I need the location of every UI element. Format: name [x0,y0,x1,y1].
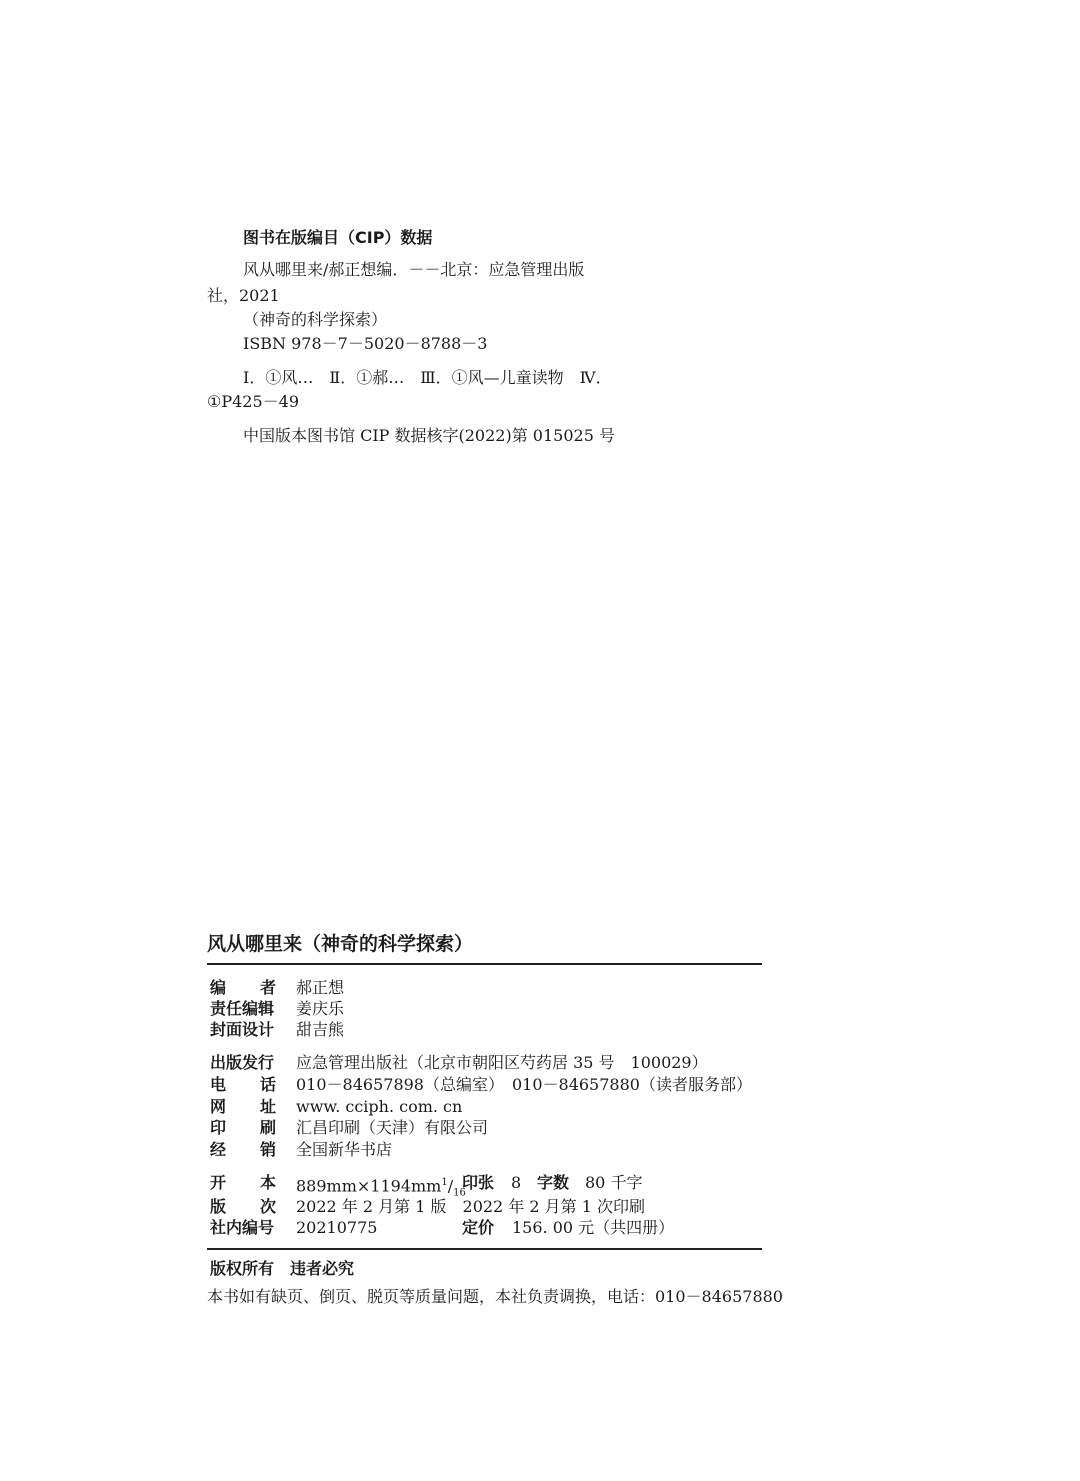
cip-classification-cont: ①P425－49 [207,392,300,411]
publisher-value: 应急管理出版社（北京市朝阳区芍药居 35 号 100029） [296,1053,708,1072]
printer-value: 汇昌印刷（天津）有限公司 [296,1118,489,1137]
copyright-notice: 版权所有 违者必究 [210,1259,355,1278]
sheets-label: 印张 [462,1173,495,1192]
distributor-value: 全国新华书店 [296,1140,393,1159]
editor-value: 郝正想 [296,978,345,997]
internal-number-value: 20210775 [296,1218,378,1237]
internal-number-label: 社内编号 [210,1218,275,1237]
sheets-value: 8 [511,1173,522,1192]
cip-line-1: 风从哪里来/郝正想编．－－北京：应急管理出版 [243,260,585,279]
website-label: 网 址 [210,1097,276,1116]
edition-value: 2022 年 2 月第 1 版 2022 年 2 月第 1 次印刷 [296,1197,646,1216]
publisher-label: 出版发行 [210,1053,275,1072]
cip-classification: Ⅰ．①风… Ⅱ．①郝… Ⅲ．①风—儿童读物 Ⅳ． [243,368,612,387]
quality-notice: 本书如有缺页、倒页、脱页等质量问题，本社负责调换，电话：010－84657880 [207,1287,783,1306]
website-value: www. cciph. com. cn [296,1097,463,1116]
book-title: 风从哪里来（神奇的科学探索） [207,933,474,955]
bottom-rule [207,1248,762,1250]
phone-value: 010－84657898（总编室） 010－84657880（读者服务部） [296,1075,752,1094]
printer-label: 印 刷 [210,1118,276,1137]
format-label: 开 本 [210,1173,276,1192]
cip-line-2: 社，2021 [207,286,280,305]
format-value: $889mm\times 1194mm^1/_{16}$ [296,1176,466,1199]
top-rule [207,963,762,965]
phone-label: 电 话 [210,1075,276,1094]
cover-design-value: 甜吉熊 [296,1020,345,1039]
responsible-editor-label: 责任编辑 [210,999,275,1018]
responsible-editor-value: 姜庆乐 [296,999,345,1018]
cip-heading: 图书在版编目（CIP）数据 [243,228,433,247]
price-value: 156. 00 元（共四册） [512,1218,675,1237]
words-label: 字数 [537,1173,570,1192]
cip-isbn: ISBN 978－7－5020－8788－3 [243,334,488,353]
edition-label: 版 次 [210,1197,276,1216]
price-label: 定价 [462,1218,495,1237]
editor-label: 编 者 [210,978,276,997]
cip-catalog-number: 中国版本图书馆 CIP 数据核字(2022)第 015025 号 [243,426,615,445]
words-value: 80 千字 [585,1173,643,1192]
distributor-label: 经 销 [210,1140,276,1159]
cip-line-3: （神奇的科学探索） [243,310,388,329]
cover-design-label: 封面设计 [210,1020,275,1039]
